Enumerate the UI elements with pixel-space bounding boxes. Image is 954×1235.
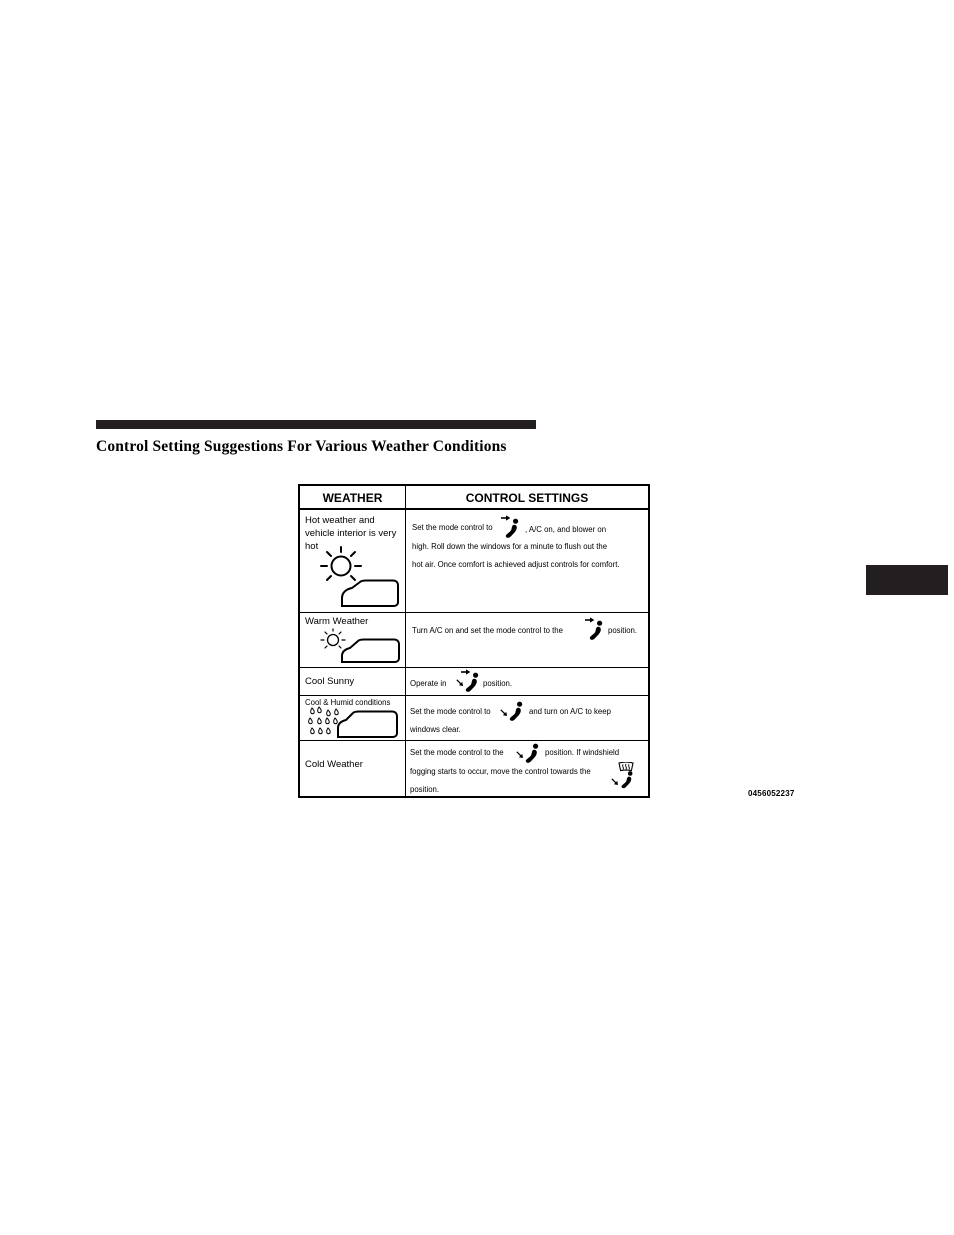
row-divider [300, 667, 648, 668]
control-settings-column-header: CONTROL SETTINGS [465, 491, 589, 505]
row-divider [300, 508, 648, 510]
weather-control-settings-table [298, 484, 650, 798]
control-text: fogging starts to occur, move the control towards the [410, 767, 591, 776]
row-divider [300, 695, 648, 696]
control-text: and turn on A/C to keep [529, 707, 611, 716]
weather-label-line: Warm Weather [305, 616, 369, 627]
weather-label-line: vehicle interior is very [305, 528, 397, 539]
control-text: , A/C on, and blower on [525, 525, 607, 534]
control-text: Operate in [410, 679, 447, 688]
hot-sun-car-icon [320, 542, 400, 608]
control-text: windows clear. [410, 725, 461, 734]
row-divider [300, 740, 648, 741]
weather-label-line: Hot weather and [305, 515, 375, 526]
chapter-tab-marker [866, 565, 948, 595]
control-text: Set the mode control to [410, 707, 491, 716]
control-text: position. If windshield [545, 748, 620, 757]
control-text: hot air. Once comfort is achieved adjust controls for comfort. [412, 560, 620, 569]
defrost-floor-mode-icon [610, 762, 640, 792]
weather-label-line: hot [305, 541, 319, 552]
floor-mode-icon [516, 740, 542, 766]
control-text: position. [410, 785, 440, 794]
control-text: high. Roll down the windows for a minute to flush out the [412, 542, 608, 551]
weather-label-line: Cool & Humid conditions [305, 698, 391, 707]
weather-label-line: Cool Sunny [305, 676, 355, 687]
panel-mode-icon [502, 515, 522, 541]
row-divider [300, 612, 648, 613]
rain-car-icon [306, 706, 402, 738]
bi-level-mode-icon [500, 698, 526, 724]
control-text: Set the mode control to [412, 523, 493, 532]
control-text: Turn A/C on and set the mode control to the [412, 626, 563, 635]
section-rule [96, 420, 536, 429]
warm-sun-car-icon [318, 628, 402, 664]
bi-level-mode-icon [456, 669, 482, 695]
control-text: position. [608, 626, 638, 635]
panel-mode-icon [586, 617, 606, 643]
control-text: Set the mode control to the [410, 748, 504, 757]
weather-label-line: Cold Weather [305, 759, 363, 770]
control-text: position. [483, 679, 513, 688]
weather-column-header: WEATHER [322, 491, 383, 505]
figure-id: 0456052237 [748, 789, 795, 798]
section-title: Control Setting Suggestions For Various Weather Conditions [96, 438, 507, 455]
column-divider [405, 486, 406, 796]
